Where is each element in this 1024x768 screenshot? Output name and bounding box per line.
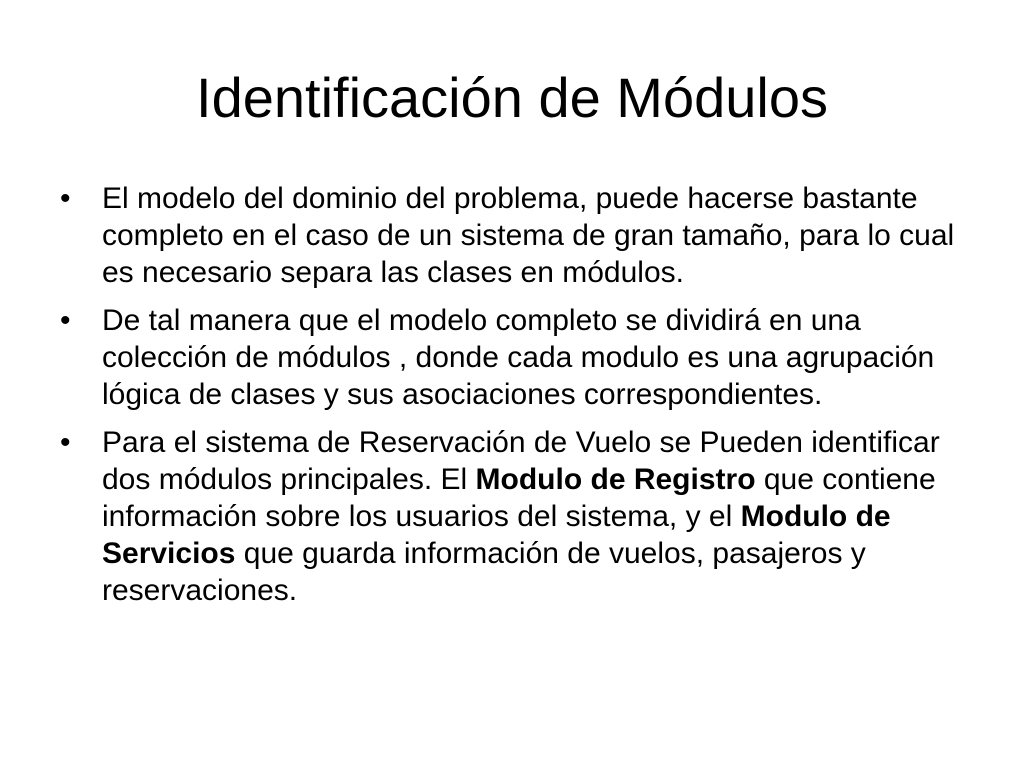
slide-title: Identificación de Módulos [196, 66, 828, 129]
bullet-text-segment: Para el sistema de Reservación de Vuelo se Pueden identificar dos módulos principales. El [102, 426, 940, 496]
bullet-icon: • [60, 182, 71, 215]
bullet-text-segment: El modelo del dominio del problema, puede hacerse bastante completo en el caso de un sistema de gran tamaño, para lo cual es necesario separa las clases en módulos. [102, 182, 955, 289]
bullet-text [102, 426, 940, 607]
bullet-list [56, 180, 956, 620]
bullet-item [56, 302, 956, 413]
bullet-item [56, 424, 956, 609]
bullet-text [102, 182, 954, 289]
bullet-icon: • [60, 304, 71, 337]
bullet-text-segment: que contiene información sobre los usuarios del sistema, y el [102, 463, 936, 533]
module-name-servicios: Modulo de Servicios [102, 500, 891, 570]
bullet-text-segment: De tal manera que el modelo completo se dividirá en una colección de módulos , donde cada modulo es una agrupación lógica de clases y sus asociaciones correspondientes. [102, 304, 935, 411]
bullet-text [102, 304, 934, 411]
bullet-icon: • [60, 426, 71, 459]
bullet-text-segment: que guarda información de vuelos, pasajeros y reservaciones. [102, 537, 866, 607]
module-name-registro: Modulo de Registro [475, 463, 756, 496]
bullet-item [56, 180, 956, 291]
